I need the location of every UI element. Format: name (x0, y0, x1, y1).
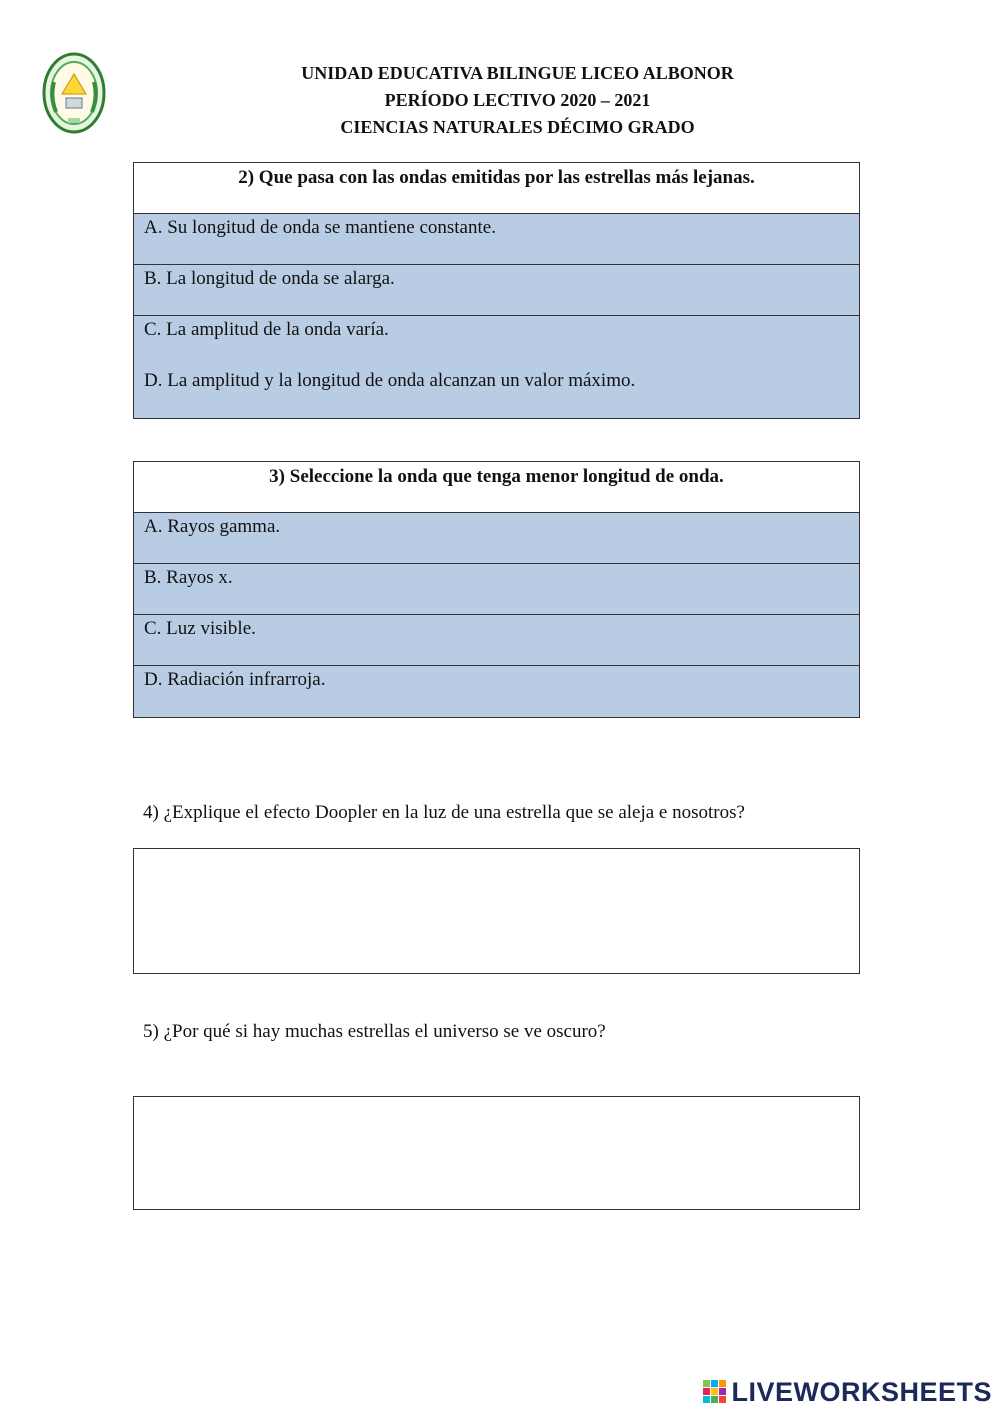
question-2-option-b[interactable]: B. La longitud de onda se alarga. (134, 265, 859, 316)
school-crest-icon (42, 52, 106, 134)
question-2-title: 2) Que pasa con las ondas emitidas por las estrellas más lejanas. (134, 163, 859, 214)
question-3-option-b[interactable]: B. Rayos x. (134, 564, 859, 615)
question-2-table (133, 162, 860, 419)
question-3-title: 3) Seleccione la onda que tenga menor longitud de onda. (134, 462, 859, 513)
question-3-option-c[interactable]: C. Luz visible. (134, 615, 859, 666)
question-5-text: 5) ¿Por qué si hay muchas estrellas el universo se ve oscuro? (143, 1021, 606, 1042)
question-3-table (133, 461, 860, 718)
school-name: UNIDAD EDUCATIVA BILINGUE LICEO ALBONOR (301, 63, 734, 83)
question-4-answer-box[interactable] (133, 848, 860, 974)
subject-grade: CIENCIAS NATURALES DÉCIMO GRADO (340, 117, 695, 137)
question-2-option-d[interactable]: D. La amplitud y la longitud de onda alcanzan un valor máximo. (134, 367, 859, 418)
document-header (130, 60, 905, 141)
liveworksheets-brand (702, 1375, 992, 1409)
brand-name: LIVEWORKSHEETS (731, 1376, 992, 1407)
school-period: PERÍODO LECTIVO 2020 – 2021 (384, 90, 651, 110)
liveworksheets-logo-icon (702, 1379, 728, 1405)
question-2-option-c[interactable]: C. La amplitud de la onda varía. (134, 316, 859, 367)
question-4-text: 4) ¿Explique el efecto Doopler en la luz de una estrella que se aleja e nosotros? (143, 802, 745, 823)
question-5-answer-box[interactable] (133, 1096, 860, 1210)
question-2-option-a[interactable]: A. Su longitud de onda se mantiene constante. (134, 214, 859, 265)
question-3-option-a[interactable]: A. Rayos gamma. (134, 513, 859, 564)
question-3-option-d[interactable]: D. Radiación infrarroja. (134, 666, 859, 717)
